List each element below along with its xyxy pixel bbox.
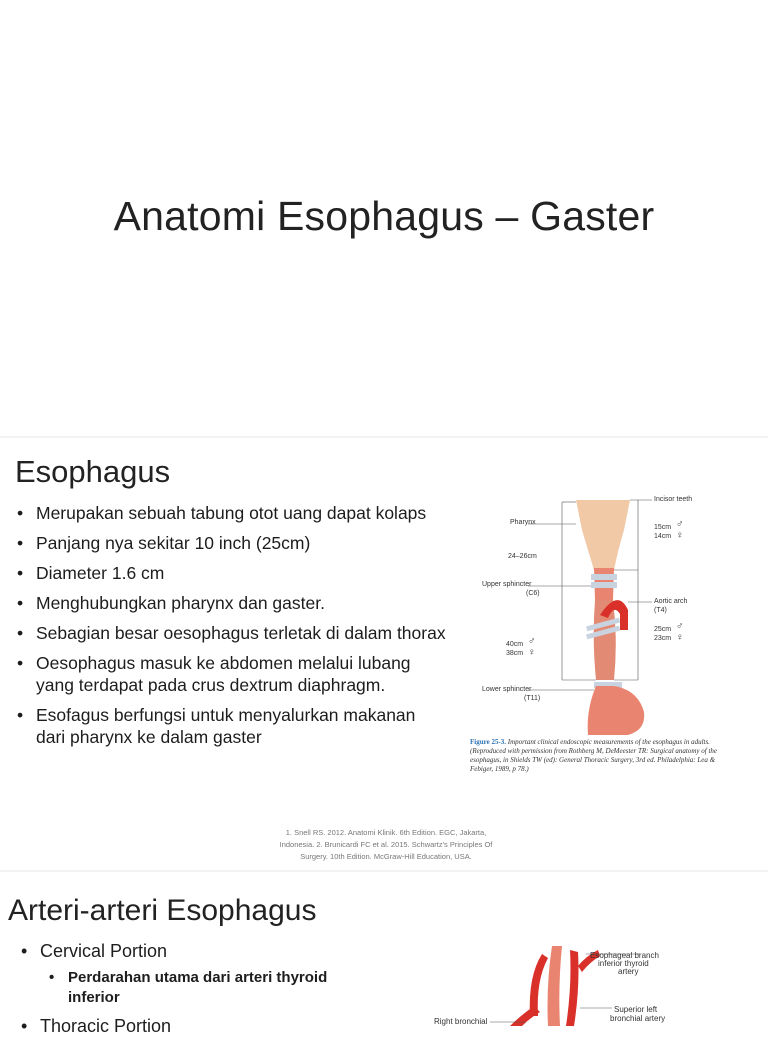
female-icon: ♀: [676, 632, 684, 643]
bullet-list: [14, 502, 446, 756]
label-40cm: 40cm: [506, 641, 524, 648]
bullet-list-cut: [18, 1015, 418, 1041]
reference-line: Indonesia. 2. Brunicardi FC et al. 2015. Schwartz's Principles Of: [279, 840, 493, 849]
label-14cm: 14cm: [654, 533, 672, 540]
label-lower-level: (T11): [524, 695, 541, 702]
label-incisor: Incisor teeth: [654, 496, 693, 503]
label-pharynx: Pharynx: [510, 519, 536, 526]
bullet-list: [18, 940, 418, 966]
slide-heading: Arteri-arteri Esophagus: [8, 894, 317, 927]
male-icon: ♂: [676, 621, 684, 632]
label-aortic-arch: Aortic arch: [654, 598, 688, 605]
slide-heading: Esophagus: [15, 454, 171, 489]
figure-caption: [470, 738, 726, 774]
sub-bullet-item: • Perdarahan utama dari arteri thyroid inferior: [46, 968, 376, 1008]
label-lower-sphincter: Lower sphincter: [482, 686, 532, 693]
artery-figure: [430, 946, 768, 1026]
esophagus-slide: [0, 438, 768, 870]
title-slide: [0, 0, 768, 436]
bullet-item: • Panjang nya sekitar 10 inch (25cm): [14, 532, 446, 554]
bullet-item: • Merupakan sebuah tabung otot uang dapat kolaps: [14, 502, 446, 524]
label-artery: artery: [618, 967, 639, 976]
label-23cm: 23cm: [654, 635, 672, 642]
upper-sphincter-band: [591, 574, 617, 580]
upper-sphincter-band: [591, 582, 617, 588]
arteries-slide: [0, 872, 768, 1036]
label-right-bronchial: Right bronchial: [434, 1017, 488, 1026]
bullet-item: • Esofagus berfungsi untuk menyalurkan makanan dari pharynx ke dalam gaster: [14, 704, 446, 748]
label-esophageal-branch: Esophageal branch: [590, 951, 659, 960]
female-icon: ♀: [676, 530, 684, 541]
bullet-item: • Menghubungkan pharynx dan gaster.: [14, 592, 446, 614]
bullet-item: • Thoracic Portion: [18, 1015, 418, 1037]
label-25cm: 25cm: [654, 626, 672, 633]
label-15cm: 15cm: [654, 524, 672, 531]
female-icon: ♀: [528, 647, 536, 658]
male-icon: ♂: [528, 636, 536, 647]
bullet-item: • Sebagian besar oesophagus terletak di dalam thorax: [14, 622, 446, 644]
stomach-shape: [588, 686, 645, 735]
label-38cm: 38cm: [506, 650, 524, 657]
slide-title: Anatomi Esophagus – Gaster: [113, 193, 655, 240]
label-inferior-thyroid: inferior thyroid: [598, 959, 649, 968]
sub-bullet-list: [46, 968, 376, 1012]
esophagus-measurement-figure: [468, 490, 728, 790]
caption-text: Important clinical endoscopic measurements of the esophagus in adults. (Reproduced with permission from Rothberg M, DeMeester TR: Surgical anatomy of the esophagus, in Shields TW (ed): General Thoracic Surgery, 3rd ed. Philadelphia: Lea & Febiger, 1989, p 78.): [470, 738, 718, 773]
label-aortic-level: (T4): [654, 607, 667, 614]
reference-line: Surgery. 10th Edition. McGraw-Hill Education, USA.: [300, 852, 472, 861]
label-superior-left: Superior left: [614, 1005, 658, 1014]
label-upper-level: (C6): [526, 590, 540, 597]
pharynx-shape: [576, 500, 630, 570]
label-range: 24–26cm: [508, 553, 537, 560]
label-upper-sphincter: Upper sphincter: [482, 581, 532, 588]
bullet-item: • Oesophagus masuk ke abdomen melalui lubang yang terdapat pada crus dextrum diaphragm.: [14, 652, 446, 696]
bullet-item: • Diameter 1.6 cm: [14, 562, 446, 584]
caption-label: Figure 25-3.: [470, 738, 507, 746]
label-bronchial-artery: bronchial artery: [610, 1014, 666, 1023]
bullet-item: • Cervical Portion: [18, 940, 418, 962]
esophagus-illustration: [468, 490, 728, 735]
reference-line: 1. Snell RS. 2012. Anatomi Klinik. 6th Edition. EGC, Jakarta,: [285, 828, 487, 837]
male-icon: ♂: [676, 519, 684, 530]
references: [255, 827, 517, 863]
